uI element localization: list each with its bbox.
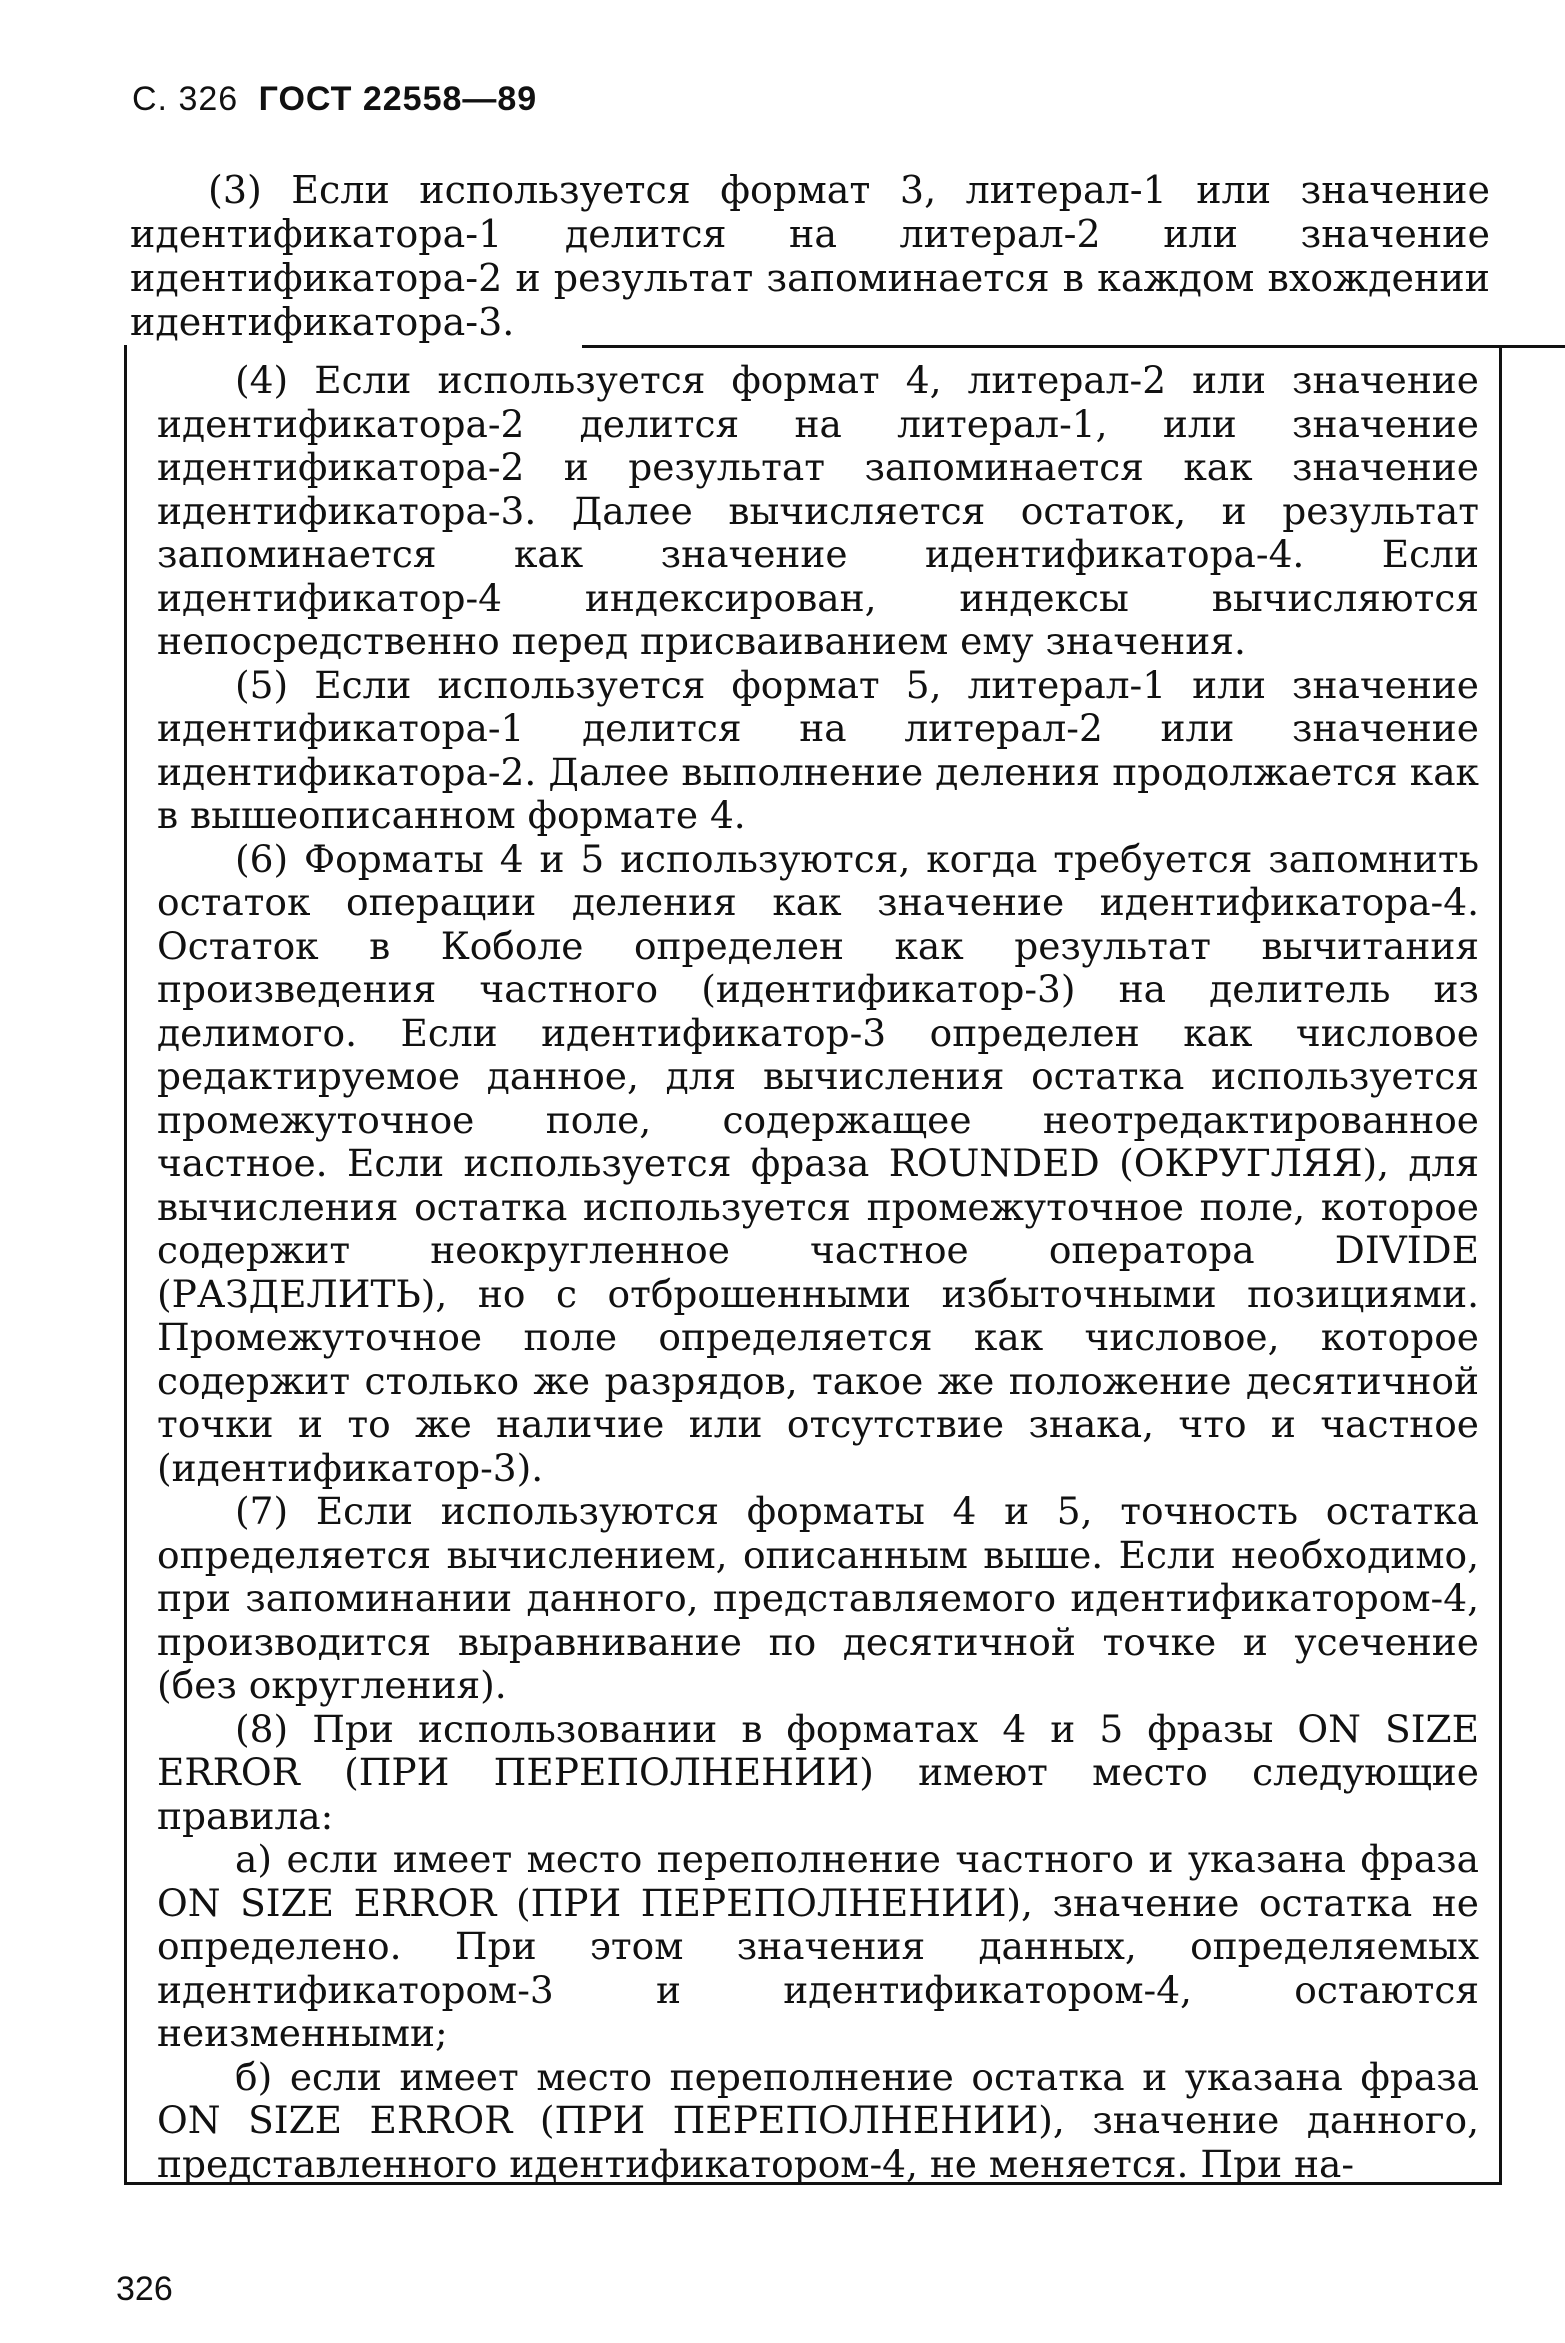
paragraph-6: (6) Форматы 4 и 5 используются, когда требуется запомнить остаток операции деления как значение идентификатора-4. Остаток в Коболе определен как результат вычитания произведения частного (идентификатор-3) на делитель из делимого. Если идентификатор-3 определен как числовое редактируемое данное, для вычисления остатка используется промежуточное поле, содержащее неотредактированное частное. Если используется фраза ROUNDED (ОКРУГЛЯЯ), для вычисления остатка используется промежуточное поле, которое содержит неокругленное частное оператора DIVIDE (РАЗДЕЛИТЬ), но с отброшенными избыточными позициями. Промежуточное поле определяется как числовое, которое содержит столько же разрядов, такое же положение десятичной точки и то же наличие или отсутствие знака, что и частное (идентификатор-3). bbox=[157, 836, 1479, 1490]
paragraph-8: (8) При использовании в форматах 4 и 5 фразы ON SIZE ERROR (ПРИ ПЕРЕПОЛНЕНИИ) имеют место следующие правила: bbox=[157, 1706, 1479, 1838]
paragraph-7: (7) Если используются форматы 4 и 5, точность остатка определяется вычислением, описанным выше. Если необходимо, при запоминании данного, представляемого идентификатором-4, производится выравнивание по десятичной точке и усечение (без округления). bbox=[157, 1489, 1479, 1707]
paragraph-3: (3) Если используется формат 3, литерал-1 или значение идентификатора-1 делится на литерал-2 или значение идентификатора-2 и результат запоминается в каждом вхождении идентификатора-3. bbox=[130, 168, 1490, 344]
paragraph-8a: а) если имеет место переполнение частного и указана фраза ON SIZE ERROR (ПРИ ПЕРЕПОЛНЕНИИ), значение остатка не определено. При этом значения данных, определяемых идентификатором-3 и идентификатором-4, остаются неизменными; bbox=[157, 1837, 1479, 2055]
revision-box bbox=[124, 345, 1502, 2185]
box-content bbox=[157, 359, 1479, 2186]
header-standard-code: ГОСТ 22558—89 bbox=[258, 80, 538, 118]
page-folio: 326 bbox=[116, 2270, 173, 2308]
box-top-rule bbox=[582, 345, 1565, 348]
header-page-number: С. 326 bbox=[132, 80, 239, 118]
paragraph-8b: б) если имеет место переполнение остатка и указана фраза ON SIZE ERROR (ПРИ ПЕРЕПОЛНЕНИИ), значение данного, представленного идентификатором-4, не меняется. При на- bbox=[157, 2054, 1479, 2186]
running-header bbox=[132, 80, 537, 119]
paragraph-4: (4) Если используется формат 4, литерал-2 или значение идентификатора-2 делится на литерал-1, или значение идентификатора-2 и результат запоминается как значение идентификатора-3. Далее вычисляется остаток, и результат запоминается как значение идентификатора-4. Если идентификатор-4 индексирован, индексы вычисляются непосредственно перед присваиванием ему значения. bbox=[157, 358, 1479, 663]
paragraph-5: (5) Если используется формат 5, литерал-1 или значение идентификатора-1 делится на литерал-2 или значение идентификатора-2. Далее выполнение деления продолжается как в вышеописанном формате 4. bbox=[157, 662, 1479, 837]
